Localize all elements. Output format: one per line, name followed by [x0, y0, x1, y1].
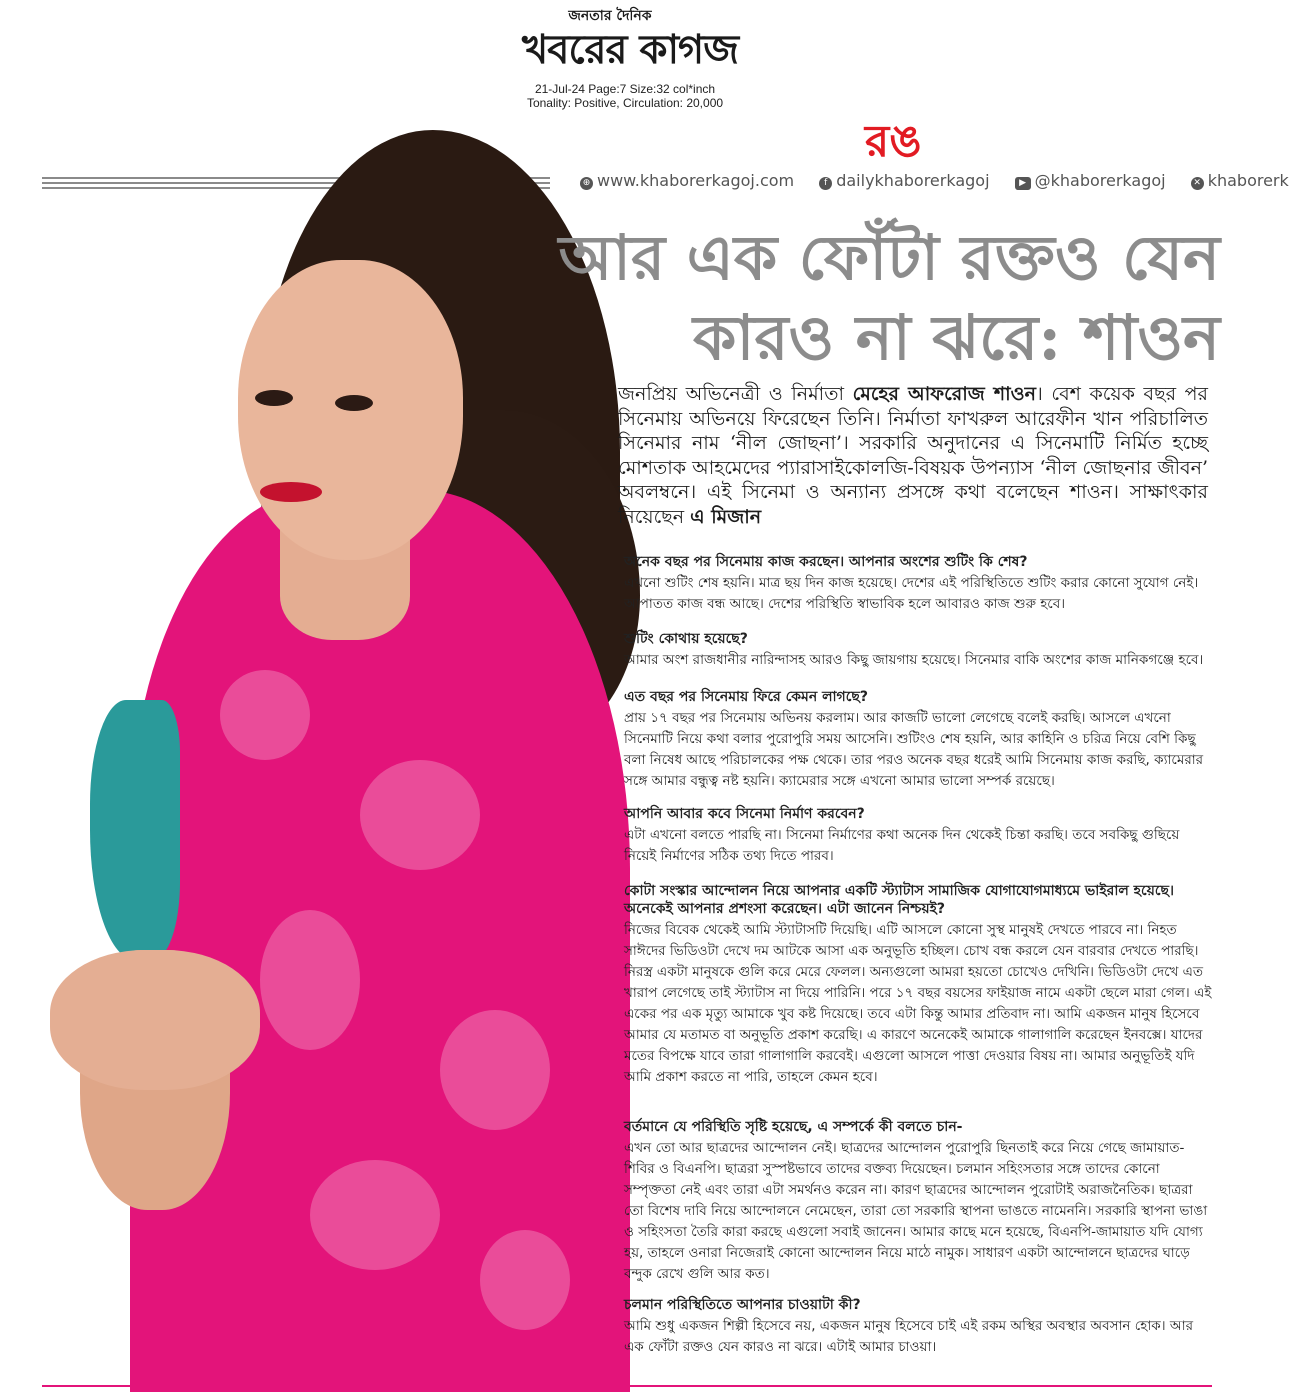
masthead-tagline: জনতার দৈনিক	[568, 8, 652, 24]
headline-line1: আর এক ফোঁটা রক্তও যেন	[558, 221, 1220, 294]
qa-block	[624, 553, 1214, 615]
answer: এখন তো আর ছাত্রদের আন্দোলন নেই। ছাত্রদের আন্দোলন পুরোপুরি ছিনতাই করে নিয়ে গেছে জামায়াত-শিবির ও বিএনপি। ছাত্ররা সুস্পষ্টভাবে তাদের বক্তব্য দিয়েছেন। চলমান সহিংসতার সঙ্গে তাদের কোনো সম্পৃক্ততা নেই এবং তারা এটা সমর্থনও করেন না। কারণ ছাত্রদের আন্দোলন পুরোটাই অরাজনৈতিক। ছাত্ররা তো বিশেষ দাবি নিয়ে আন্দোলনে নেমেছেন, তারা তো সরকারি স্থাপনা ভাঙতে নামেননি। সরকারি স্থাপনা ভাঙা ও সহিংসতা তৈরি কারা করছে এগুলো সবাই জানেন। আমার কাছে মনে হয়েছে, বিএনপি-জামায়াত যদি যোগ্য হয়, তাহলে ওনারা নিজেরাই কোনো আন্দোলন নিয়ে মাঠে নামুক। সাধারণ একটা আন্দোলনে ছাত্রদের ঘাড়ে বন্দুক রেখে গুলি আর কত।	[624, 1140, 1208, 1282]
section-label: রঙ	[865, 116, 922, 167]
question: বর্তমানে যে পরিস্থিতি সৃষ্টি হয়েছে, এ সম্পর্কে কী বলতে চান-	[624, 1119, 963, 1135]
facebook-icon: f	[819, 177, 832, 190]
qa-block	[624, 1118, 1214, 1285]
answer: আমি শুধু একজন শিল্পী হিসেবে নয়, একজন মানুষ হিসেবে চাই এই রকম অস্থির অবস্থার অবসান হোক। আর এক ফোঁটা রক্তও যেন কারও না ঝরে। এটাই আমার চাওয়া।	[624, 1318, 1193, 1355]
question: কোটা সংস্কার আন্দোলন নিয়ে আপনার একটি স্ট্যাটাস সামাজিক যোগাযোগমাধ্যমে ভাইরাল হয়েছে। অনেকেই আপনার প্রশংসা করেছেন। এটা জানেন নিশ্চয়ই?	[624, 883, 1175, 917]
question: অনেক বছর পর সিনেমায় কাজ করছেন। আপনার অংশের শুটিং কি শেষ?	[624, 554, 1028, 570]
qa-block	[624, 630, 1214, 671]
qa-block	[624, 688, 1214, 792]
social-links-bar	[580, 171, 1289, 195]
question: আপনি আবার কবে সিনেমা নির্মাণ করবেন?	[624, 806, 865, 822]
social-website-text: www.khaborerkagoj.com	[597, 171, 795, 190]
social-youtube[interactable]	[1015, 171, 1166, 190]
social-x[interactable]	[1191, 171, 1289, 190]
headline-line2: কারও না ঝরে: শাওন	[693, 301, 1220, 374]
photo-lips	[260, 482, 322, 502]
photo-hands	[50, 950, 260, 1090]
answer: এখনো শুটিং শেষ হয়নি। মাত্র ছয় দিন কাজ হয়েছে। দেশের এই পরিস্থিতিতে শুটিং করার কোনো সুযোগ নেই। আপাতত কাজ বন্ধ আছে। দেশের পরিস্থিতি স্বাভাবিক হলে আবারও কাজ শুরু হবে।	[624, 575, 1199, 612]
clipping-meta-line2: Tonality: Positive, Circulation: 20,000	[526, 96, 724, 110]
saree-pattern	[360, 760, 480, 870]
qa-block	[624, 882, 1214, 1088]
social-facebook[interactable]	[819, 171, 989, 190]
lead-text: । বেশ কয়েক বছর পর সিনেমায় অভিনয়ে ফিরেছেন তিনি। নির্মাতা ফাখরুল আরেফীন খান পরিচালিত সিনেমার নাম ‘নীল জোছনা’। সরকারি অনুদানের এ সিনেমাটি নির্মিত হচ্ছে মোশতাক আহমেদের প্যারাসাইকোলজি-বিষয়ক উপন্যাস ‘নীল জোছনার জীবন’ অবলম্বনে। এই সিনেমা ও অন্যান্য প্রসঙ্গে কথা বলেছেন শাওন। সাক্ষাৎকার নিয়েছেন	[618, 383, 1208, 528]
qa-block	[624, 1296, 1214, 1358]
social-youtube-text: @khaborerkagoj	[1034, 171, 1166, 190]
saree-pattern	[480, 1230, 570, 1330]
masthead	[470, 4, 790, 72]
answer: প্রায় ১৭ বছর পর সিনেমায় অভিনয় করলাম। আর কাজটি ভালো লেগেছে বলেই করছি। আসলে এখনো সিনেমাটি নিয়ে কথা বলার পুরোপুরি সময় আসেনি। শুটিংও শেষ হয়নি, আর কাহিনি ও চরিত্র নিয়ে বেশি কিছু বলা নিষেধ আছে পরিচালকের পক্ষ থেকে। তার পরও অনেক বছর ধরেই আমি সিনেমায় কাজ করছি, ক্যামেরার সঙ্গে আমার বন্ধুত্ব নষ্ট হয়নি। ক্যামেরার সঙ্গে এখনো আমার ভালো সম্পর্ক রয়েছে।	[624, 710, 1204, 789]
clipping-meta	[500, 82, 750, 110]
lead-text: জনপ্রিয় অভিনেত্রী ও নির্মাতা	[618, 383, 853, 405]
photo-eye	[255, 390, 293, 406]
saree-pattern	[260, 910, 360, 1050]
answer: এটা এখনো বলতে পারছি না। সিনেমা নির্মাণের কথা অনেক দিন থেকেই চিন্তা করছি। তবে সবকিছু গুছিয়ে নিয়েই নির্মাণের সঠিক তথ্য দিতে পারব।	[624, 827, 1180, 864]
photo-eye	[335, 395, 373, 411]
social-x-text: khaborerk	[1207, 171, 1289, 190]
saree-pattern	[440, 1010, 550, 1130]
saree-pattern	[310, 1160, 440, 1270]
clipping-meta-line1: 21-Jul-24 Page:7 Size:32 col*inch	[534, 82, 716, 96]
x-icon: ✕	[1191, 177, 1204, 190]
qa-block	[624, 805, 1214, 867]
globe-icon: ⊕	[580, 177, 593, 190]
question: চলমান পরিস্থিতিতে আপনার চাওয়াটা কী?	[624, 1297, 861, 1313]
article-headline	[500, 218, 1220, 378]
question: শুটিং কোথায় হয়েছে?	[624, 631, 748, 647]
social-facebook-text: dailykhaborerkagoj	[836, 171, 990, 190]
saree-pattern	[220, 670, 310, 760]
answer: আমার অংশ রাজধানীর নারিন্দাসহ আরও কিছু জায়গায় হয়েছে। সিনেমার বাকি অংশের কাজ মানিকগঞ্জে হবে।	[624, 652, 1204, 668]
article-lead	[618, 382, 1208, 529]
bottom-rule	[42, 1385, 1212, 1387]
question: এত বছর পর সিনেমায় ফিরে কেমন লাগছে?	[624, 689, 868, 705]
lead-subject-name: মেহের আফরোজ শাওন	[852, 383, 1036, 405]
youtube-icon: ▶	[1015, 177, 1031, 190]
lead-interviewer-name: এ মিজান	[690, 505, 762, 528]
photo-blouse	[90, 700, 180, 960]
newspaper-name: খবরের কাগজ	[521, 26, 739, 73]
answer: নিজের বিবেক থেকেই আমি স্ট্যাটাসটি দিয়েছি। এটি আসলে কোনো সুস্থ মানুষই দেখতে পারবে না। নিহত সাঈদের ভিডিওটা দেখে দম আটকে আসা এক অনুভূতি হচ্ছিল। চোখ বন্ধ করলে যেন বারবার দেখতে পারছি। নিরস্ত্র একটা মানুষকে গুলি করে মেরে ফেলল। অন্যগুলো আমরা হয়তো চোখেও দেখিনি। ভিডিওটা দেখে এত খারাপ লেগেছে তাই স্ট্যাটাস না দিয়ে পারিনি। পরে ১৭ বছর বয়সের ফাইয়াজ নামে একটা ছেলে মারা গেল। এই একের পর এক মৃত্যু আমাকে খুব কষ্ট দিয়েছে। তবে এটা কিন্তু আমার প্রতিবাদ না। আমি একজন মানুষ হিসেবে আমার যে মতামত বা অনুভূতি প্রকাশ করেছি। এ কারণে অনেকেই আমাকে গালাগালি করেছেন ইনবক্সে। যাদের মতের বিপক্ষে যাবে তারা গালাগালি করবেই। এগুলো আসলে পাত্তা দেওয়ার বিষয় না। আমার অনুভূতিই যদি আমি প্রকাশ করতে না পারি, তাহলে কেমন হবে।	[624, 922, 1212, 1085]
